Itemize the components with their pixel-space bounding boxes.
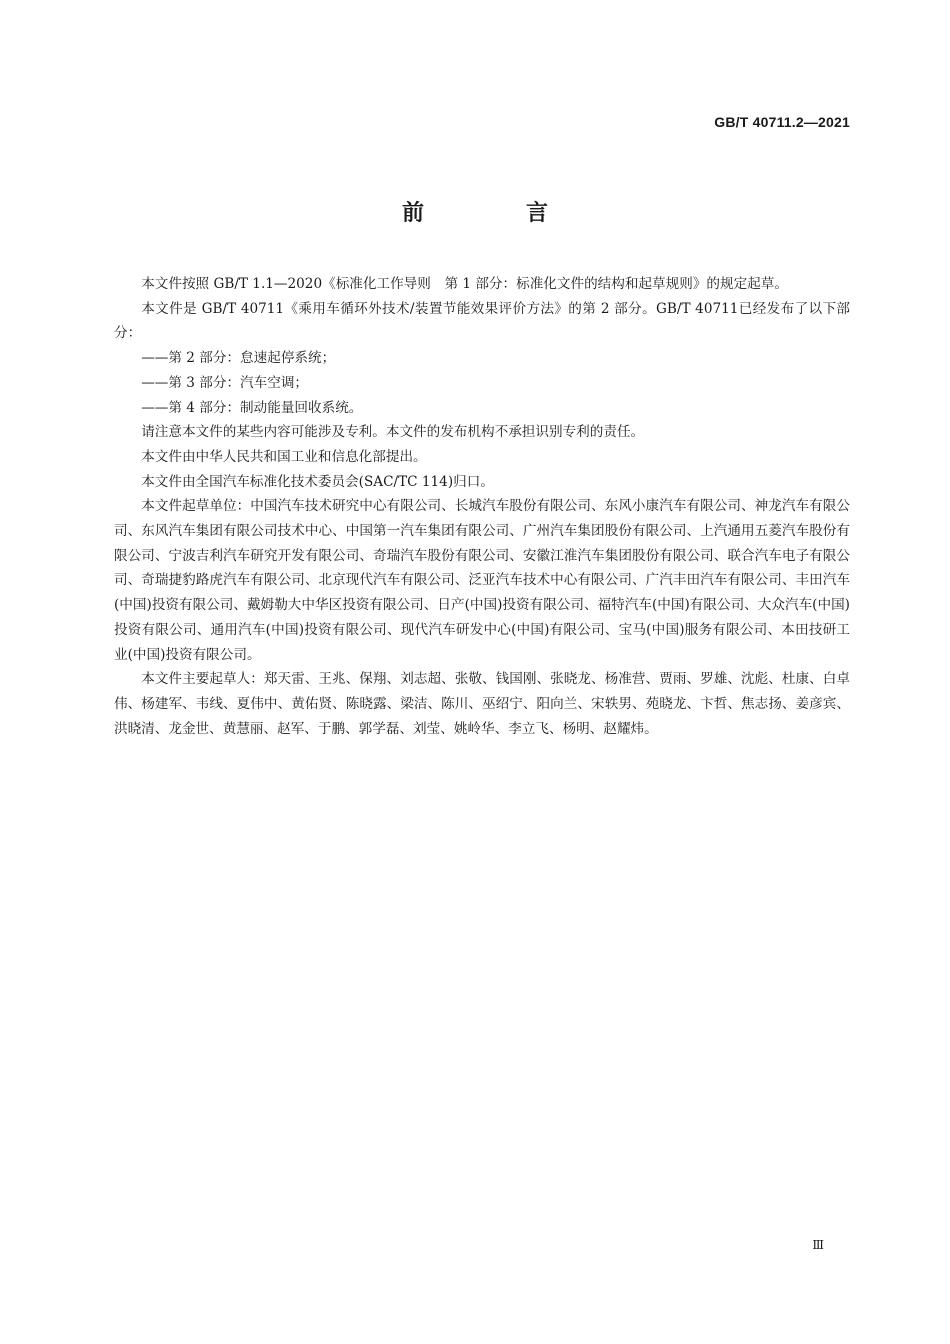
paragraph-drafting-units: 本文件起草单位：中国汽车技术研究中心有限公司、长城汽车股份有限公司、东风小康汽车有限公司、神龙汽车有限公司、东风汽车集团有限公司技术中心、中国第一汽车集团有限公司、广州汽车集团股份有限公司、上汽通用五菱汽车股份有限公司、宁波吉利汽车研究开发有限公司、奇瑞汽车股份有限公司、安徽江淮汽车集团股份有限公司、联合汽车电子有限公司、奇瑞捷豹路虎汽车有限公司、北京现代汽车有限公司、泛亚汽车技术中心有限公司、广汽丰田汽车有限公司、丰田汽车(中国)投资有限公司、戴姆勒大中华区投资有限公司、日产(中国)投资有限公司、福特汽车(中国)有限公司、大众汽车(中国)投资有限公司、通用汽车(中国)投资有限公司、现代汽车研发中心(中国)有限公司、宝马(中国)服务有限公司、本田技研工业(中国)投资有限公司。 (114, 498, 850, 663)
list-item-part-4: ——第 4 部分：制动能量回收系统。 (141, 399, 363, 416)
paragraph-committee: 本文件由全国汽车标准化技术委员会(SAC/TC 114)归口。 (141, 473, 494, 490)
standard-code: GB/T 40711.2—2021 (714, 114, 850, 130)
page-title: 前 言 (401, 201, 588, 226)
paragraph-proposer: 本文件由中华人民共和国工业和信息化部提出。 (141, 448, 427, 465)
paragraph-drafting-rules: 本文件按照 GB/T 1.1—2020《标准化工作导则 第 1 部分：标准化文件的结构和起草规则》的规定起草。 (141, 276, 788, 292)
list-item-part-3: ——第 3 部分：汽车空调； (141, 374, 309, 391)
paragraph-drafters: 本文件主要起草人：郑天雷、王兆、保翔、刘志超、张敬、钱国刚、张晓龙、杨准营、贾雨、罗雄、沈彪、杜康、白卓伟、杨建军、韦线、夏伟中、黄佑贤、陈晓露、梁洁、陈川、巫绍宁、阳向兰、宋轶男、苑晓龙、卞哲、焦志扬、姜彦宾、洪晓清、龙金世、黄慧丽、赵军、于鹏、郭学磊、刘莹、姚岭华、李立飞、杨明、赵耀炜。 (114, 671, 850, 737)
paragraph-patent-notice: 请注意本文件的某些内容可能涉及专利。本文件的发布机构不承担识别专利的责任。 (141, 424, 645, 441)
paragraph-standard-parts: 本文件是 GB/T 40711《乘用车循环外技术/装置节能效果评价方法》的第 2 部分。GB/T 40711已经发布了以下部分： (114, 300, 850, 342)
list-item-part-2: ——第 2 部分：怠速起停系统； (141, 350, 336, 367)
foreword-body (114, 272, 850, 741)
page-number: Ⅲ (812, 1238, 824, 1252)
